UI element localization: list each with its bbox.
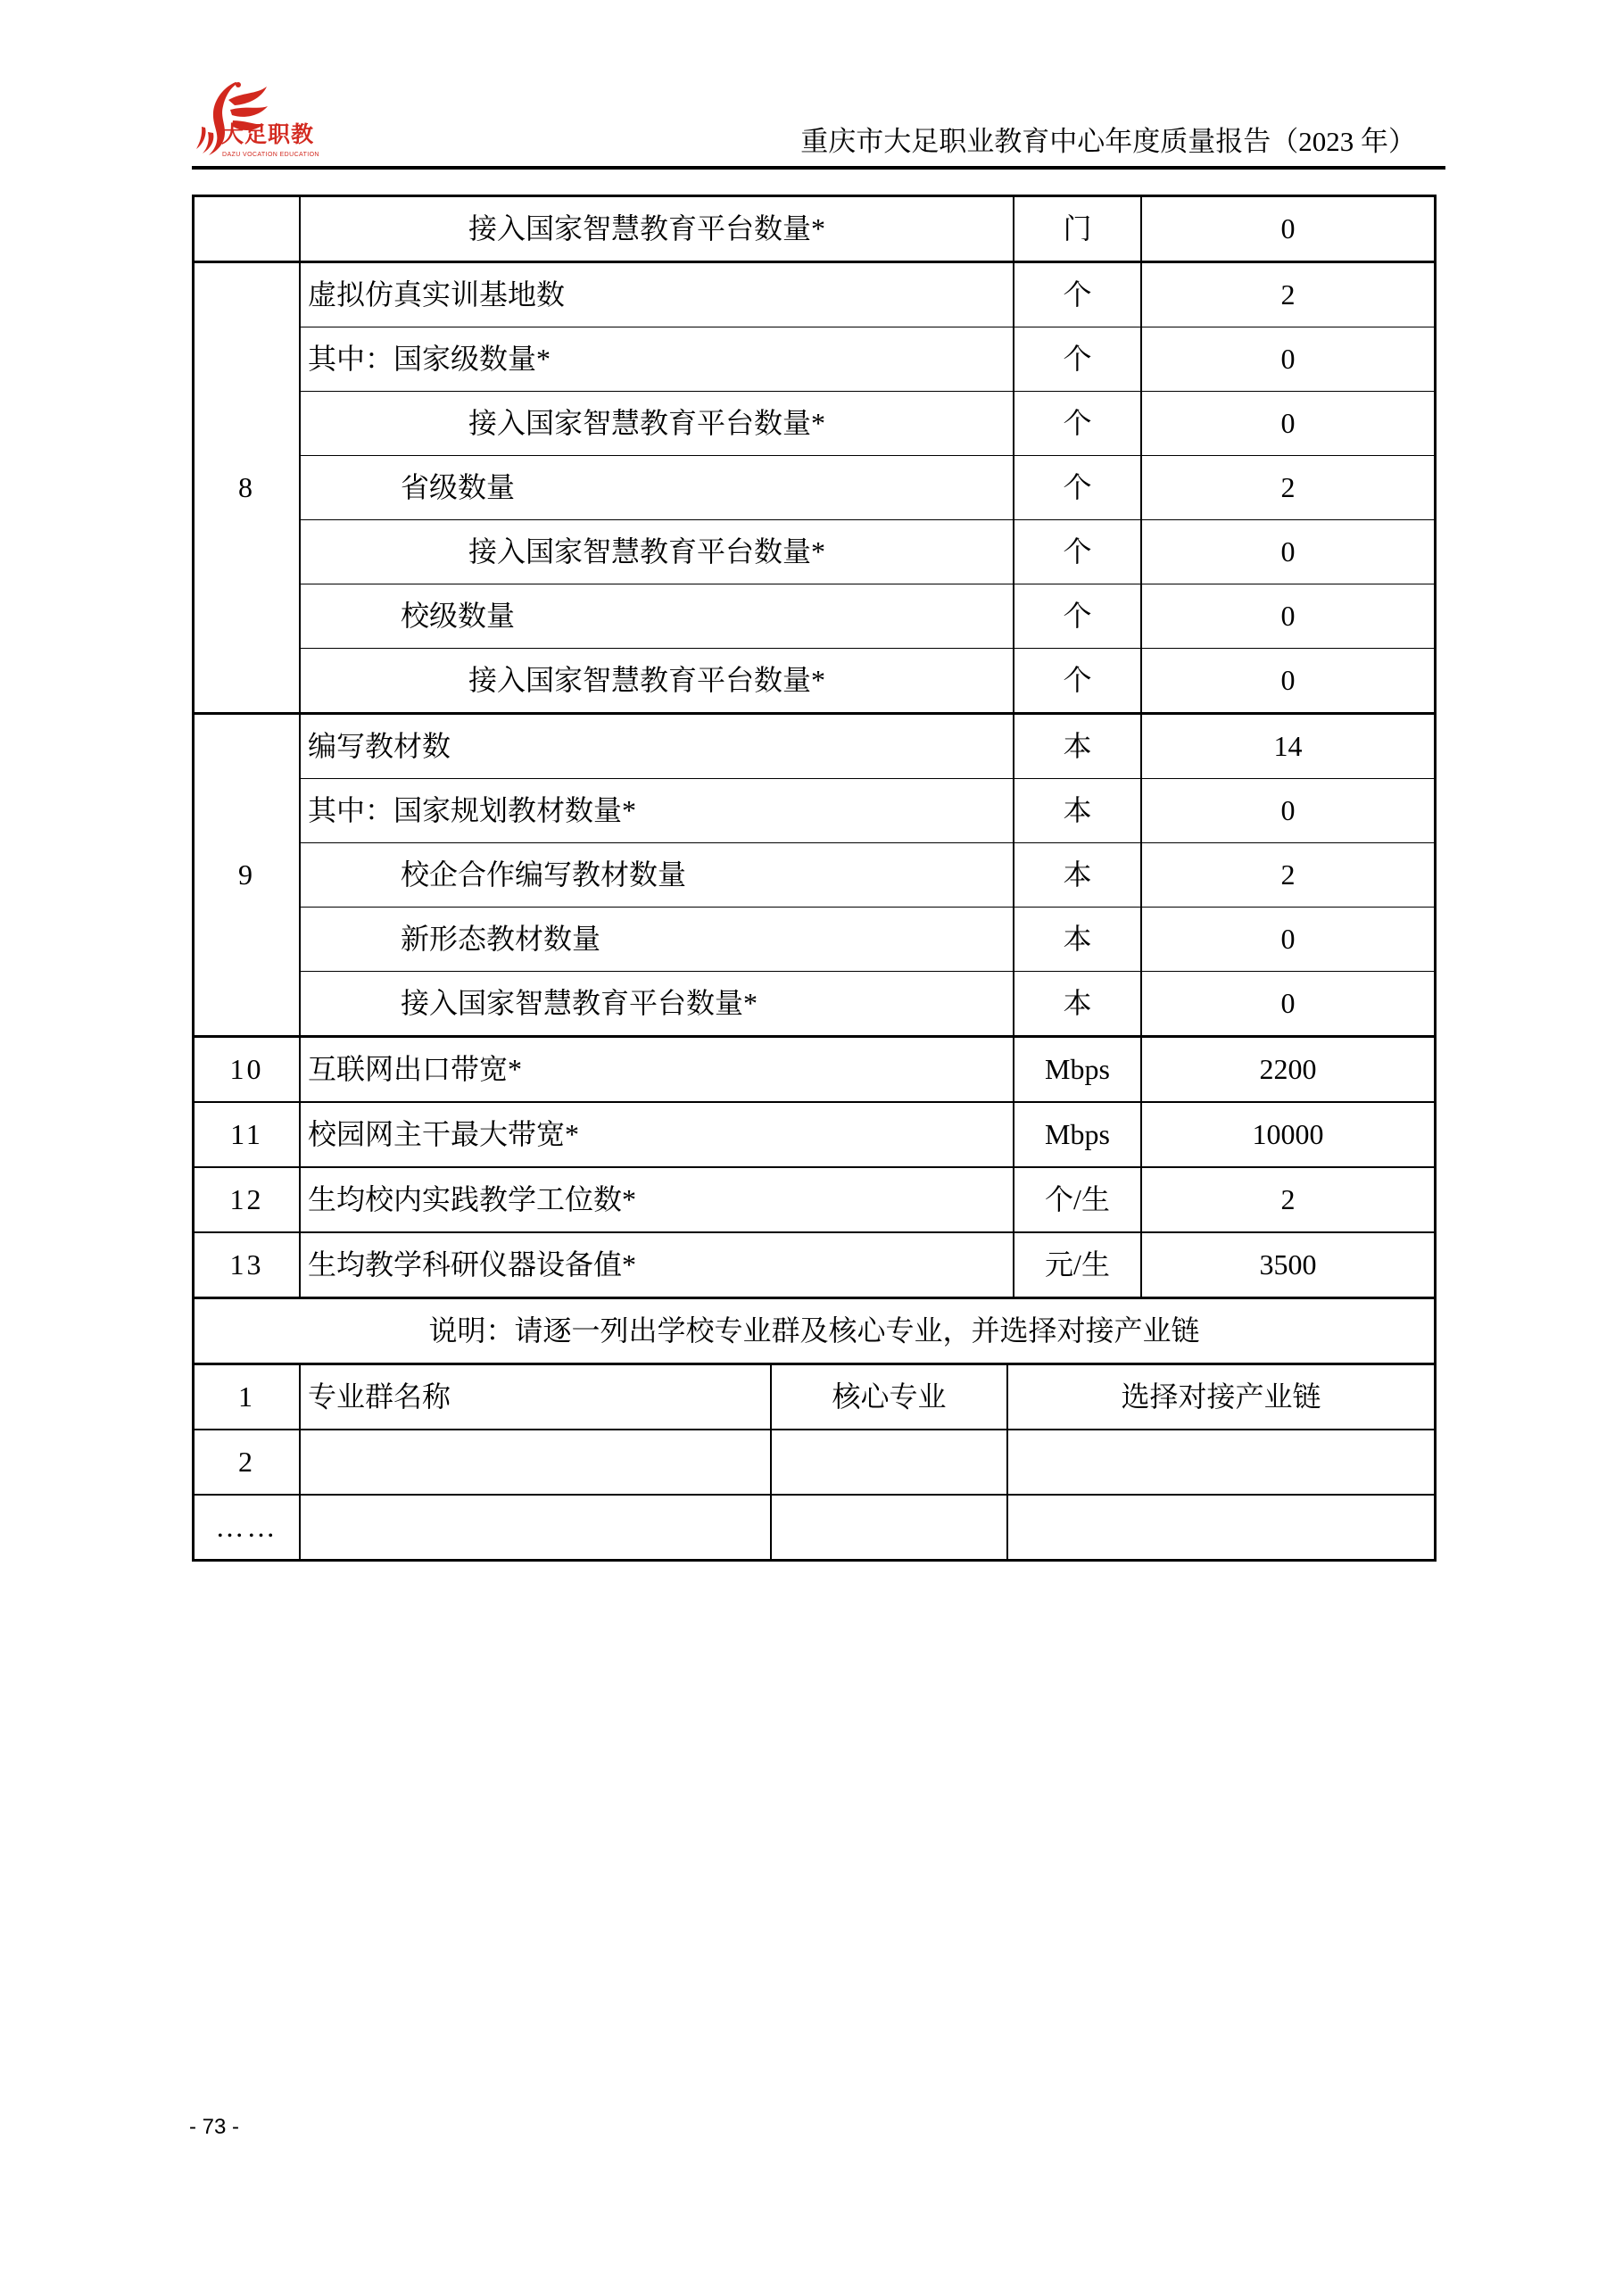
table-row xyxy=(195,1102,1434,1167)
table-row xyxy=(195,262,1434,327)
item-cell: 接入国家智慧教育平台数量* xyxy=(300,197,1014,262)
stats-table xyxy=(192,195,1437,1562)
table-row xyxy=(195,908,1434,972)
table-row xyxy=(195,779,1434,843)
row-number-cell: 1 xyxy=(195,1365,300,1430)
stats-table-main xyxy=(195,197,1434,1365)
table-note-row xyxy=(195,1298,1434,1364)
value-cell: 2200 xyxy=(1141,1037,1434,1103)
unit-cell: 门 xyxy=(1014,197,1141,262)
row-number-cell: 11 xyxy=(195,1102,300,1167)
item-cell: 编写教材数 xyxy=(300,714,1014,779)
page-header-title: 重庆市大足职业教育中心年度质量报告（2023 年） xyxy=(800,126,1416,157)
table-row xyxy=(195,197,1434,262)
row-number-cell: 13 xyxy=(195,1232,300,1298)
item-cell: 校企合作编写教材数量 xyxy=(300,843,1014,908)
value-cell: 14 xyxy=(1141,714,1434,779)
table-row xyxy=(195,714,1434,779)
row-number-cell xyxy=(195,197,300,262)
value-cell: 0 xyxy=(1141,327,1434,392)
value-cell: 0 xyxy=(1141,972,1434,1037)
table-row xyxy=(195,327,1434,392)
value-cell: 0 xyxy=(1141,779,1434,843)
item-cell: 接入国家智慧教育平台数量* xyxy=(300,520,1014,584)
value-cell: 2 xyxy=(1141,262,1434,327)
group-name-cell xyxy=(300,1430,771,1495)
value-cell: 0 xyxy=(1141,649,1434,714)
note-cell: 说明：请逐一列出学校专业群及核心专业，并选择对接产业链 xyxy=(195,1298,1434,1364)
core-specialty-cell xyxy=(771,1495,1007,1559)
item-cell: 省级数量 xyxy=(300,456,1014,520)
item-cell: 校级数量 xyxy=(300,584,1014,649)
unit-cell: 个 xyxy=(1014,327,1141,392)
value-cell: 0 xyxy=(1141,908,1434,972)
item-cell: 生均教学科研仪器设备值* xyxy=(300,1232,1014,1298)
item-cell: 接入国家智慧教育平台数量* xyxy=(300,972,1014,1037)
unit-cell: 元/生 xyxy=(1014,1232,1141,1298)
unit-cell: 个 xyxy=(1014,392,1141,456)
unit-cell: 个 xyxy=(1014,649,1141,714)
item-cell: 其中：国家规划教材数量* xyxy=(300,779,1014,843)
value-cell: 2 xyxy=(1141,843,1434,908)
unit-cell: 个 xyxy=(1014,584,1141,649)
phoenix-logo-icon xyxy=(196,80,269,161)
item-cell: 其中：国家级数量* xyxy=(300,327,1014,392)
table-row xyxy=(195,1430,1434,1495)
item-cell: 校园网主干最大带宽* xyxy=(300,1102,1014,1167)
table-row xyxy=(195,1167,1434,1232)
value-cell: 0 xyxy=(1141,584,1434,649)
value-cell: 0 xyxy=(1141,520,1434,584)
item-cell: 接入国家智慧教育平台数量* xyxy=(300,392,1014,456)
industry-chain-cell: 选择对接产业链 xyxy=(1007,1365,1434,1430)
unit-cell: 个/生 xyxy=(1014,1167,1141,1232)
table-row xyxy=(195,1495,1434,1559)
value-cell: 2 xyxy=(1141,456,1434,520)
row-number-cell: …… xyxy=(195,1495,300,1559)
value-cell: 0 xyxy=(1141,197,1434,262)
table-row xyxy=(195,972,1434,1037)
core-specialty-cell xyxy=(771,1430,1007,1495)
stats-table-specialty-groups xyxy=(195,1365,1434,1559)
value-cell: 10000 xyxy=(1141,1102,1434,1167)
section-number-cell: 8 xyxy=(195,262,300,714)
table-row xyxy=(195,584,1434,649)
unit-cell: 本 xyxy=(1014,843,1141,908)
item-cell: 生均校内实践教学工位数* xyxy=(300,1167,1014,1232)
table-row xyxy=(195,392,1434,456)
table-row xyxy=(195,456,1434,520)
unit-cell: 个 xyxy=(1014,262,1141,327)
dazu-logo xyxy=(196,80,375,165)
group-name-cell xyxy=(300,1495,771,1559)
unit-cell: 本 xyxy=(1014,714,1141,779)
table-row xyxy=(195,649,1434,714)
unit-cell: 本 xyxy=(1014,908,1141,972)
table-row xyxy=(195,843,1434,908)
logo-text-en: DAZU VOCATION EDUCATION xyxy=(222,152,319,158)
page-number: - 73 - xyxy=(189,2115,240,2139)
table-row xyxy=(195,1365,1434,1430)
item-cell: 虚拟仿真实训基地数 xyxy=(300,262,1014,327)
unit-cell: 个 xyxy=(1014,520,1141,584)
value-cell: 3500 xyxy=(1141,1232,1434,1298)
item-cell: 新形态教材数量 xyxy=(300,908,1014,972)
value-cell: 2 xyxy=(1141,1167,1434,1232)
header-rule xyxy=(192,166,1445,170)
group-name-cell: 专业群名称 xyxy=(300,1365,771,1430)
unit-cell: 个 xyxy=(1014,456,1141,520)
value-cell: 0 xyxy=(1141,392,1434,456)
industry-chain-cell xyxy=(1007,1495,1434,1559)
table-row xyxy=(195,1037,1434,1103)
item-cell: 接入国家智慧教育平台数量* xyxy=(300,649,1014,714)
row-number-cell: 10 xyxy=(195,1037,300,1103)
unit-cell: Mbps xyxy=(1014,1102,1141,1167)
item-cell: 互联网出口带宽* xyxy=(300,1037,1014,1103)
logo-text-cn: 大足职教 xyxy=(221,122,315,147)
section-number-cell: 9 xyxy=(195,714,300,1037)
row-number-cell: 12 xyxy=(195,1167,300,1232)
unit-cell: Mbps xyxy=(1014,1037,1141,1103)
core-specialty-cell: 核心专业 xyxy=(771,1365,1007,1430)
unit-cell: 本 xyxy=(1014,779,1141,843)
row-number-cell: 2 xyxy=(195,1430,300,1495)
table-row xyxy=(195,520,1434,584)
table-row xyxy=(195,1232,1434,1298)
unit-cell: 本 xyxy=(1014,972,1141,1037)
industry-chain-cell xyxy=(1007,1430,1434,1495)
